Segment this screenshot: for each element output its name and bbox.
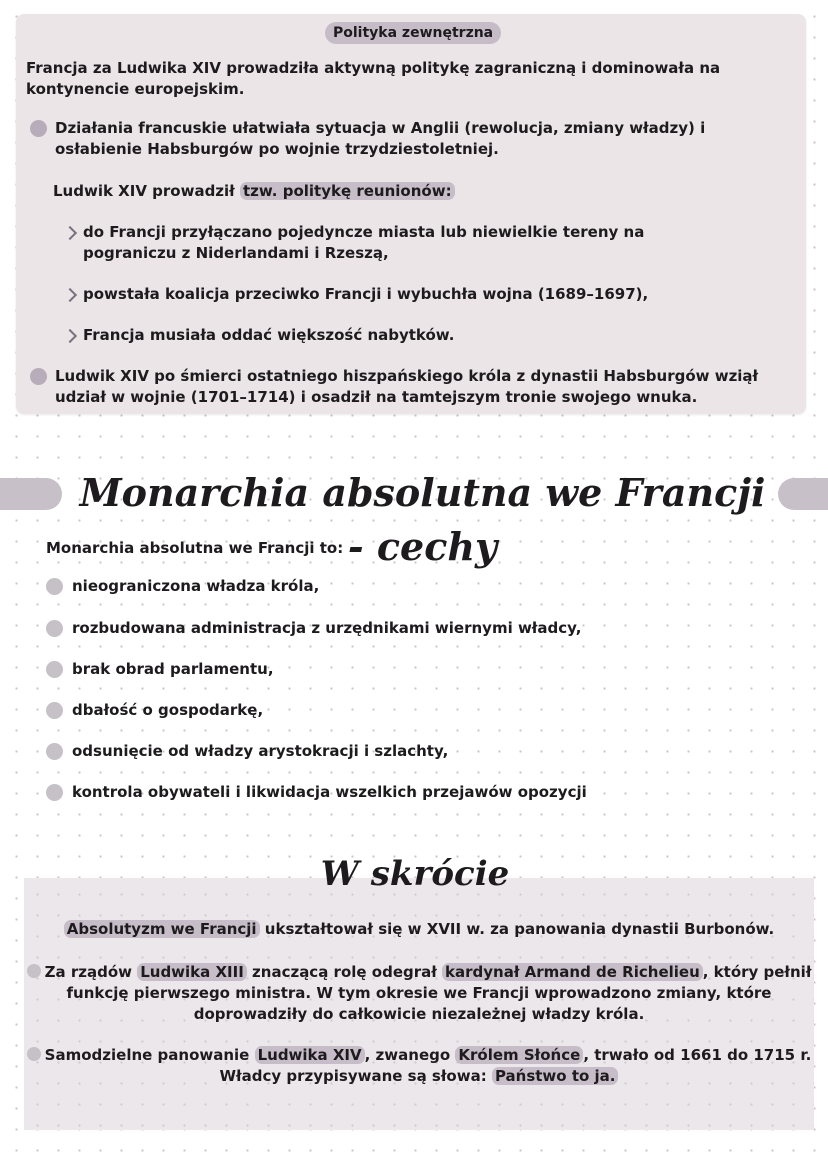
bullet-icon bbox=[46, 620, 63, 637]
summary-paragraph-3: Samodzielne panowanie Ludwika XIV , zwanego Królem Słońce , trwało od 1661 do 1715 r. bbox=[24, 1045, 814, 1066]
summary-paragraph-2: Za rządów Ludwika XIII znaczącą rolę odegrał kardynał Armand de Richelieu , który pełnił bbox=[24, 962, 814, 983]
sub-item-text: Francja musiała oddać większość nabytków. bbox=[83, 326, 455, 344]
louis-xiv-highlight: Ludwika XIV bbox=[255, 1046, 365, 1064]
feature-text: brak obrad parlamentu, bbox=[72, 660, 274, 678]
list-item bbox=[46, 783, 587, 801]
list-item bbox=[46, 742, 448, 760]
sun-king-highlight: Królem Słońce bbox=[455, 1046, 583, 1064]
summary-paragraph-1: Absolutyzm we Francji ukształtował się w XVII w. za panowania dynastii Burbonów. bbox=[24, 919, 814, 940]
bullet-icon bbox=[46, 784, 63, 801]
bullet-icon bbox=[27, 964, 41, 978]
bullet-icon bbox=[30, 368, 47, 385]
list-item bbox=[65, 284, 648, 305]
bullet-text: Ludwik XIV po śmierci ostatniego hiszpańskiego króla z dynastii Habsburgów wziął udział w wojnie (1701–1714) i osadził na tamtejszym tronie swojego wnuka. bbox=[55, 367, 759, 406]
feature-text: odsunięcie od władzy arystokracji i szlachty, bbox=[72, 742, 449, 760]
list-item bbox=[65, 222, 705, 264]
feature-text: rozbudowana administracja z urzędnikami wiernymi władcy, bbox=[72, 619, 582, 637]
summary-heading: W skrócie bbox=[320, 854, 510, 894]
summary-paragraph-2-line-2: funkcję pierwszego ministra. W tym okresie we Francji wprowadzono zmiany, które bbox=[66, 984, 772, 1002]
chevron-right-icon bbox=[63, 329, 77, 343]
bullet-icon bbox=[30, 120, 47, 137]
absolutism-highlight: Absolutyzm we Francji bbox=[64, 920, 260, 938]
bullet-icon bbox=[46, 702, 63, 719]
foreign-policy-intro: Francja za Ludwika XIV prowadziła aktywną politykę zagraniczną i dominowała na kontynencie europejskim. bbox=[26, 59, 721, 98]
quote-highlight: Państwo to ja. bbox=[492, 1067, 619, 1085]
feature-text: nieograniczona władza króla, bbox=[72, 577, 320, 595]
summary-paragraph-2-line-3: doprowadziły do całkowicie niezależnej władzy króla. bbox=[193, 1005, 645, 1023]
bullet-icon bbox=[27, 1047, 41, 1061]
list-item bbox=[46, 619, 581, 637]
list-item bbox=[30, 118, 770, 160]
monarchy-heading: Monarchia absolutna we Francji - cechy bbox=[79, 470, 766, 569]
chevron-right-icon bbox=[63, 288, 77, 302]
bullet-icon bbox=[46, 743, 63, 760]
heading-decoration-left bbox=[0, 478, 62, 510]
list-item bbox=[46, 660, 274, 678]
reunion-term-highlight: tzw. politykę reunionów: bbox=[240, 182, 455, 200]
sub-item-text: powstała koalicja przeciwko Francji i wybuchła wojna (1689–1697), bbox=[83, 285, 649, 303]
richelieu-highlight: kardynał Armand de Richelieu bbox=[442, 963, 703, 981]
reunion-intro: Ludwik XIV prowadził tzw. politykę reunionów: bbox=[53, 181, 455, 202]
sub-item-text: do Francji przyłączano pojedyncze miasta lub niewielkie tereny na pograniczu z Niderlandami i Rzeszą, bbox=[83, 223, 645, 262]
list-item bbox=[46, 701, 263, 719]
bullet-text: Działania francuskie ułatwiała sytuacja w Anglii (rewolucja, zmiany władzy) i osłabienie Habsburgów po wojnie trzydziestoletniej. bbox=[55, 119, 706, 158]
monarchy-intro: Monarchia absolutna we Francji to: bbox=[46, 539, 344, 557]
feature-text: kontrola obywateli i likwidacja wszelkich przejawów opozycji bbox=[72, 783, 587, 801]
list-item bbox=[46, 577, 319, 595]
bullet-icon bbox=[46, 578, 63, 595]
list-item bbox=[65, 325, 454, 346]
summary-paragraph-3-line-2: Władcy przypisywane są słowa: Państwo to ja. bbox=[24, 1066, 814, 1087]
feature-text: dbałość o gospodarkę, bbox=[72, 701, 264, 719]
chevron-right-icon bbox=[63, 226, 77, 240]
list-item bbox=[30, 366, 775, 408]
louis-xiii-highlight: Ludwika XIII bbox=[137, 963, 247, 981]
heading-decoration-right bbox=[778, 478, 828, 510]
foreign-policy-title: Polityka zewnętrzna bbox=[325, 22, 501, 44]
bullet-icon bbox=[46, 661, 63, 678]
